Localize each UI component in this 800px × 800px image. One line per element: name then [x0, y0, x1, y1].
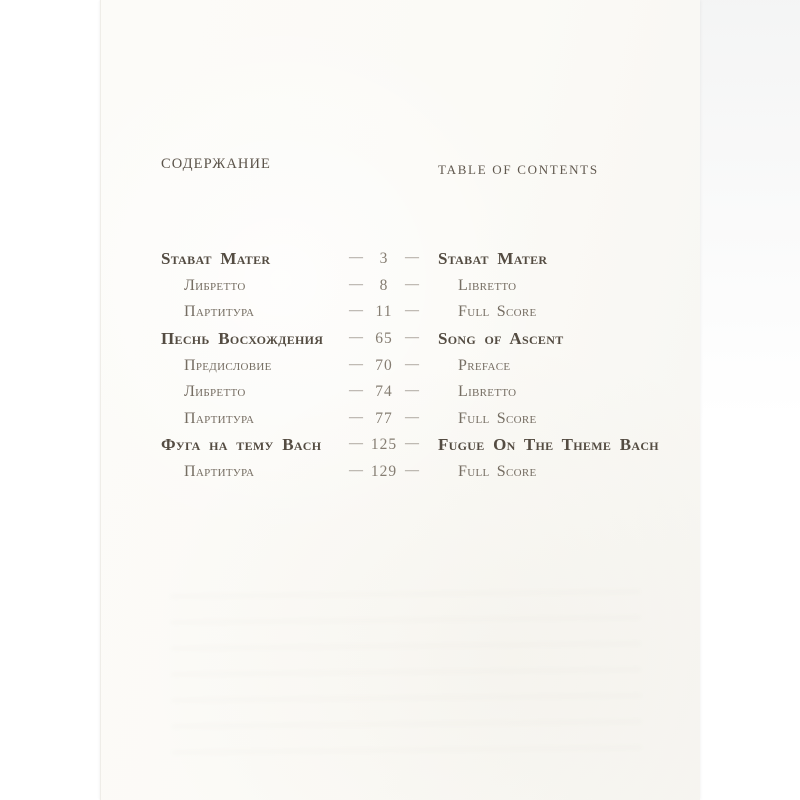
dash-right: — — [405, 250, 419, 266]
background-shading — [700, 0, 800, 420]
page-show-through — [170, 573, 642, 768]
toc-row — [161, 352, 651, 379]
toc-entry-title-en: Preface — [458, 356, 511, 374]
dash-right: — — [405, 276, 419, 292]
toc-row — [161, 406, 651, 433]
toc-entry-title-en: Fugue On The Theme Bach — [438, 435, 659, 455]
toc-entry-title-ru: Партитура — [184, 303, 255, 321]
toc-entry-page-number: 129 — [370, 463, 398, 481]
toc-row — [161, 246, 651, 273]
dash-right: — — [405, 463, 419, 479]
dash-left: — — [349, 303, 363, 319]
toc-header-en: TABLE OF CONTENTS — [438, 162, 599, 177]
toc-entry-page-number: 11 — [375, 303, 393, 321]
toc-entry-page-block — [349, 303, 419, 321]
toc-entry-title-ru: Партитура — [184, 463, 255, 481]
toc-row — [161, 379, 651, 406]
toc-entry-page-number: 3 — [379, 250, 389, 268]
toc-entry-page-number: 74 — [375, 383, 393, 401]
toc-entry-title-en: Full Score — [458, 463, 537, 481]
toc-row — [161, 432, 659, 459]
toc-entry-title-en: Libretto — [458, 276, 517, 294]
toc-entry-title-ru: Либретто — [184, 383, 246, 401]
dash-right: — — [405, 383, 419, 399]
toc-entry-title-ru: Фуга на тему Bach — [161, 435, 322, 455]
toc-entry-title-en: Full Score — [458, 409, 537, 427]
toc-entry-title-ru: Либретто — [184, 276, 246, 294]
toc-entry-page-block — [349, 410, 419, 428]
toc-entry-page-block — [349, 357, 419, 375]
toc-entry-title-en: Stabat Mater — [438, 249, 548, 269]
toc-entry-page-number: 8 — [379, 276, 389, 294]
toc-entry-page-block — [349, 463, 419, 481]
toc-row — [161, 326, 651, 353]
toc-header-ru: СОДЕРЖАНИЕ — [161, 156, 271, 172]
toc-entry-title-ru: Песнь Восхождения — [161, 329, 324, 349]
toc-list — [161, 246, 659, 485]
dash-right: — — [405, 436, 419, 452]
dash-left: — — [349, 330, 363, 346]
toc-entry-title-en: Full Score — [458, 303, 537, 321]
dash-left: — — [349, 463, 363, 479]
dash-right: — — [405, 409, 419, 425]
toc-entry-title-en: Libretto — [458, 383, 517, 401]
toc-entry-page-block — [349, 250, 419, 268]
dash-left: — — [349, 409, 363, 425]
book-page — [100, 0, 700, 800]
toc-row — [161, 299, 651, 326]
dash-right: — — [405, 356, 419, 372]
toc-entry-title-ru: Stabat Mater — [161, 249, 271, 269]
toc-entry-title-ru: Предисловие — [184, 356, 272, 374]
toc-row — [161, 459, 651, 486]
toc-entry-title-en: Song of Ascent — [438, 329, 564, 349]
dash-left: — — [349, 356, 363, 372]
toc-row — [161, 273, 651, 300]
toc-entry-page-number: 70 — [375, 356, 393, 374]
toc-entry-page-number: 77 — [375, 409, 393, 427]
dash-left: — — [349, 383, 363, 399]
toc-entry-page-block — [349, 277, 419, 295]
toc-entry-page-block — [349, 383, 419, 401]
dash-right: — — [405, 330, 419, 346]
toc-entry-title-ru: Партитура — [184, 409, 255, 427]
dash-left: — — [349, 276, 363, 292]
dash-left: — — [349, 436, 363, 452]
toc-entry-page-number: 125 — [370, 436, 398, 454]
toc-entry-page-block — [349, 436, 419, 454]
dash-left: — — [349, 250, 363, 266]
toc-entry-page-number: 65 — [375, 330, 393, 348]
toc-entry-page-block — [349, 330, 419, 348]
dash-right: — — [405, 303, 419, 319]
